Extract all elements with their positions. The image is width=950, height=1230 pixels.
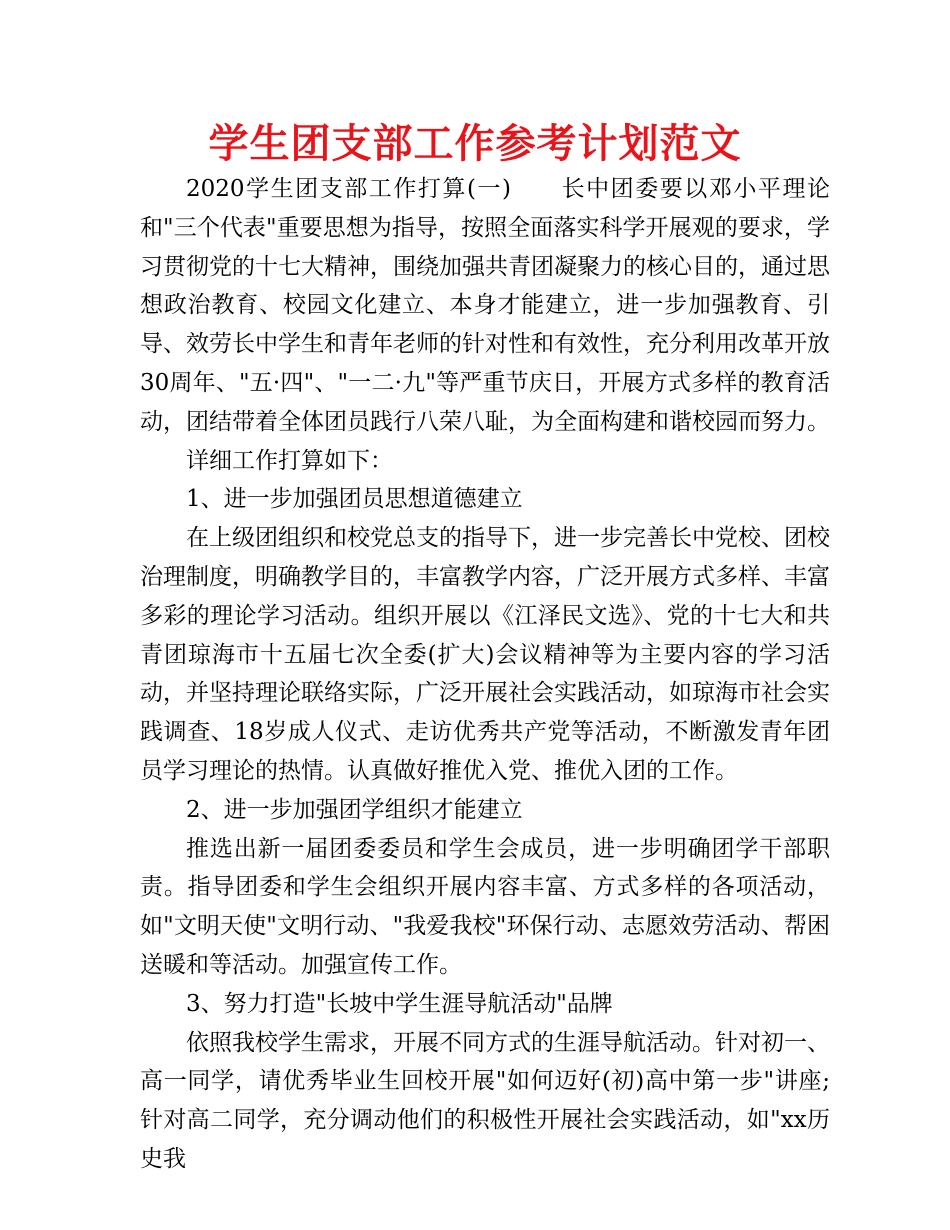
section-heading-2: 2、进一步加强团学组织才能建立	[186, 796, 523, 823]
paragraph-section-2: 推选出新一届团委委员和学生会成员，进一步明确团学干部职责。指导团委和学生会组织开展内容丰富、方式多样的各项活动，如"文明天使"文明行动、"我爱我校"环保行动、志愿效劳活动、帮困送暖和等活动。加强宣传工作。	[140, 835, 830, 978]
section-heading-3: 3、努力打造"长坡中学生涯导航活动"品牌	[186, 990, 613, 1017]
paragraph-intro: 2020学生团支部工作打算(一) 长中团委要以邓小平理论和"三个代表"重要思想为指导，按照全面落实科学开展观的要求，学习贯彻党的十七大精神，围绕加强共青团凝聚力的核心目的，通过思想政治教育、校园文化建立、本身才能建立，进一步加强教育、引导、效劳长中学生和青年老师的针对性和有效性，充分利用改革开放30周年、"五·四"、"一二·九"等严重节庆日，开展方式多样的教育活动，团结带着全体团员践行八荣八耻，为全面构建和谐校园而努力。	[140, 176, 830, 435]
paragraph-section-3: 依照我校学生需求，开展不同方式的生涯导航活动。针对初一、高一同学，请优秀毕业生回校开展"如何迈好(初)高中第一步"讲座;针对高二同学，充分调动他们的积极性开展社会实践活动，如"xx历史我	[140, 1029, 830, 1172]
paragraph-plan-heading: 详细工作打算如下：	[186, 447, 393, 474]
section-heading-1: 1、进一步加强团员思想道德建立	[186, 486, 523, 513]
paragraph-section-1: 在上级团组织和校党总支的指导下，进一步完善长中党校、团校治理制度，明确教学目的，丰富教学内容，广泛开展方式多样、丰富多彩的理论学习活动。组织开展以《江泽民文选》、党的十七大和共青团琼海市十五届七次全委(扩大)会议精神等为主要内容的学习活动，并坚持理论联络实际，广泛开展社会实践活动，如琼海市社会实践调查、18岁成人仪式、走访优秀共产党等活动，不断激发青年团员学习理论的热情。认真做好推优入党、推优入团的工作。	[140, 525, 830, 784]
document-title: 学生团支部工作参考计划范文	[208, 121, 742, 167]
document-body	[140, 170, 830, 1179]
